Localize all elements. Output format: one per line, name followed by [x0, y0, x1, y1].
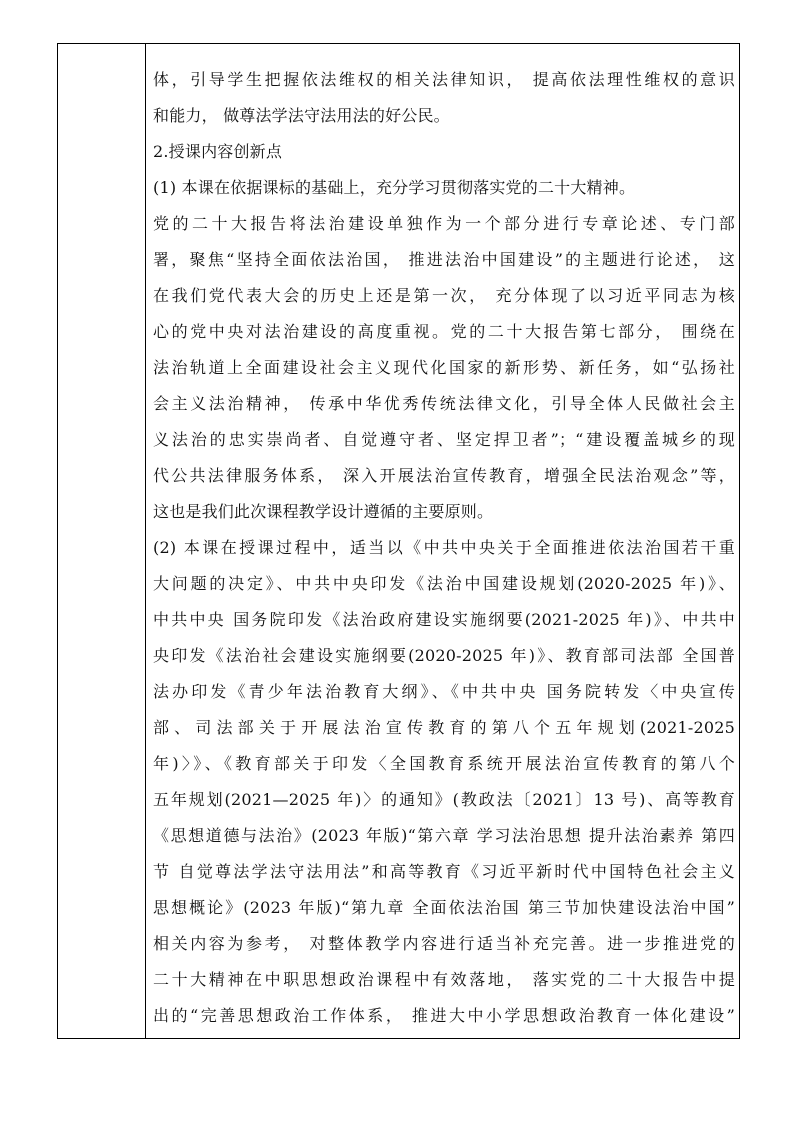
text-line: 二十大精神在中职思想政治课程中有效落地， 落实党的二十大报告中提: [153, 970, 735, 989]
text-line: 五年规划(2021—2025 年)〉的通知》(教政法〔2021〕13 号)、高等教育: [153, 790, 735, 809]
text-line: 部、司法部关于开展法治宣传教育的第八个五年规划(2021-2025: [153, 718, 735, 737]
text-line: 义法治的忠实崇尚者、自觉遵守者、坚定捍卫者”；“建设覆盖城乡的现: [153, 430, 735, 449]
text-line: (1) 本课在依据课标的基础上，充分学习贯彻落实党的二十大精神。: [153, 178, 636, 197]
section-heading: 2.授课内容创新点: [153, 142, 283, 161]
text-line: 思想概论》(2023 年版)“第九章 全面依法治国 第三节加快建设法治中国”: [153, 898, 735, 917]
text-line: 署，聚焦“坚持全面依法治国， 推进法治中国建设”的主题进行论述， 这: [153, 250, 735, 269]
text-line: 年)〉》、《教育部关于印发〈全国教育系统开展法治宣传教育的第八个: [153, 754, 735, 773]
text-line: 体，引导学生把握依法维权的相关法律知识， 提高依法理性维权的意识: [153, 70, 735, 89]
document-table: [57, 43, 740, 1039]
text-line: 代公共法律服务体系， 深入开展法治宣传教育，增强全民法治观念”等，: [153, 466, 735, 485]
text-line: 相关内容为参考， 对整体教学内容进行适当补充完善。进一步推进党的: [153, 934, 735, 953]
text-line: 会主义法治精神， 传承中华优秀传统法律文化，引导全体人民做社会主: [153, 394, 735, 413]
text-line: (2) 本课在授课过程中，适当以《中共中央关于全面推进依法治国若干重: [153, 538, 735, 557]
text-line: 大问题的决定》、中共中央印发《法治中国建设规划(2020-2025 年)》、: [153, 574, 735, 593]
text-line: 《思想道德与法治》(2023 年版)“第六章 学习法治思想 提升法治素养 第四: [153, 826, 735, 845]
text-line: 节 自觉尊法学法守法用法”和高等教育《习近平新时代中国特色社会主义: [153, 862, 735, 881]
text-line: 在我们党代表大会的历史上还是第一次， 充分体现了以习近平同志为核: [153, 286, 735, 305]
text-line: 法办印发《青少年法治教育大纲》、《中共中央 国务院转发〈中央宣传: [153, 682, 735, 701]
text-line: 央印发《法治社会建设实施纲要(2020-2025 年)》、教育部司法部 全国普: [153, 646, 735, 665]
left-label-column: [58, 44, 146, 1038]
text-line: 党的二十大报告将法治建设单独作为一个部分进行专章论述、专门部: [153, 214, 735, 233]
content-cell: [147, 44, 739, 1038]
text-line: 出的“完善思想政治工作体系， 推进大中小学思想政治教育一体化建设”: [153, 1006, 735, 1025]
text-line: 心的党中央对法治建设的高度重视。党的二十大报告第七部分， 围绕在: [153, 322, 735, 341]
text-line: 和能力， 做尊法学法守法用法的好公民。: [153, 106, 450, 125]
text-line: 中共中央 国务院印发《法治政府建设实施纲要(2021-2025 年)》、中共中: [153, 610, 735, 629]
text-line: 法治轨道上全面建设社会主义现代化国家的新形势、新任务，如“弘扬社: [153, 358, 735, 377]
text-line: 这也是我们此次课程教学设计遵循的主要原则。: [153, 502, 494, 521]
